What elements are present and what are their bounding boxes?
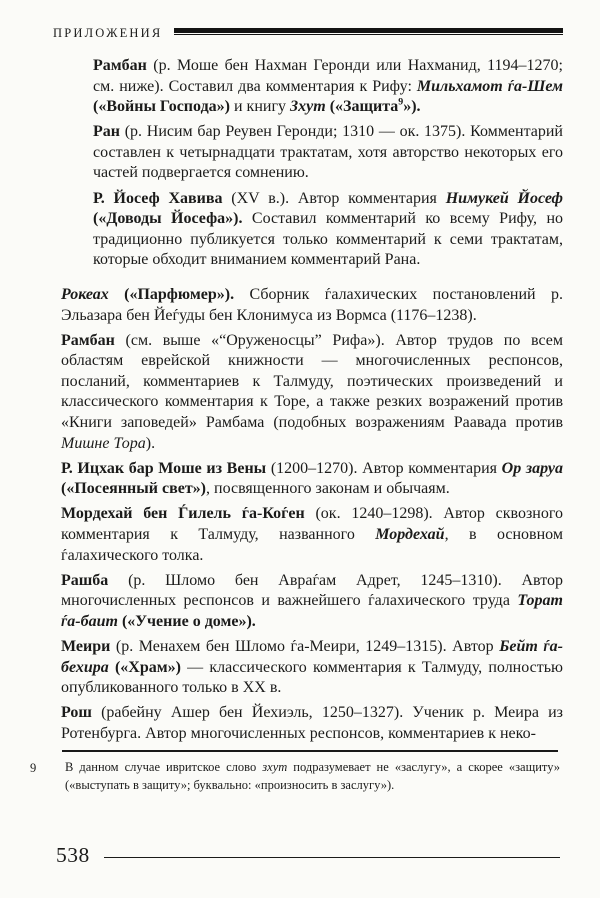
text-run: Меири (61, 637, 116, 655)
text-run: ). (145, 434, 156, 452)
text-run: (см. выше «“Оруженосцы” Рифа»). Автор трудов по всем областям еврейской книжности — многочисленных респонсов, посланий, комментариев к Талмуду, поэтических произведений и классического комментария к Торе, а также резких возражений против «Книги заповедей» Рамбама (подобных возражениям Раавада против (61, 331, 563, 431)
text-run: , в основном ѓалахического толка. (61, 525, 563, 564)
text-run: (1200–1270). Автор комментария (270, 459, 502, 477)
text-run: Нимукей Йосеф (445, 189, 564, 207)
header-rule (174, 28, 563, 39)
footnote (0, 759, 600, 794)
text-run: Ран (93, 123, 125, 141)
text-run: (XV в.). Автор комментария (231, 189, 446, 207)
text-run: и книгу (229, 98, 291, 116)
text-run: (рабейну Ашер бен Йехиэль, 1250–1327). Ученик р. Меира из Ротенбурга. Автор многочисленных респонсов, комментариев к неко- (61, 704, 563, 742)
text-run: Мишне Тора (61, 434, 146, 452)
footnote-marker: 9 (30, 761, 37, 775)
entry-paragraph (61, 504, 563, 566)
text-run: , посвященного законам и обычаям. (206, 480, 450, 498)
text-run: («Храм») (114, 658, 181, 676)
text-run: Рамбан (61, 331, 126, 349)
entry-paragraph (61, 637, 563, 699)
text-run: (р. Менахем бен Шломо ѓа-Меири, 1249–1315). Автор (115, 637, 500, 655)
text-run: Рашба (61, 571, 129, 589)
text-run: »). (403, 98, 421, 116)
footer-rule (104, 857, 560, 859)
intro-paragraph (93, 56, 563, 118)
text-run: зхут (262, 760, 288, 774)
entry-paragraph (61, 459, 563, 500)
footnote-text (65, 759, 560, 794)
text-run: («Войны Господа») (93, 98, 230, 116)
text-run: Ор заруа (501, 459, 563, 477)
text-run: (ок. 1240–1298). Автор сквозного комментария к Талмуду, названного (61, 505, 564, 543)
text-run: Мордехай бен Ѓилель ѓа-Коѓен (61, 505, 316, 523)
text-run: Р. Йосеф Хавива (93, 189, 232, 207)
running-head: ПРИЛОЖЕНИЯ (53, 26, 163, 40)
text-run: Мордехай (375, 525, 445, 543)
intro-paragraph (93, 122, 563, 184)
text-run: Сборник ѓалахических постановлений р. Эльазара бен Йеѓуды бен Клонимуса из Вормса (1176–1238). (61, 285, 564, 324)
header-rule-thin (174, 34, 563, 35)
text-run: («Учение о доме»). (121, 612, 256, 630)
text-run: 9 (398, 96, 404, 108)
entry-paragraph (61, 285, 563, 326)
text-run: Рокеах (61, 285, 125, 303)
text-run: Составил комментарий ко всему Рифу, но традиционно публикуется только комментарий к семи трактатам, которые обходит вниманием комментарий Рана. (93, 210, 564, 269)
text-run: — классического комментария к Талмуду, полностью опубликованного только в XX в. (61, 658, 563, 697)
text-run: (р. Нисим бар Реувен Геронди; 1310 — ок. 1375). Комментарий составлен к четырнадцати трактатам, хотя авторство некоторых его частей подвергается сомнению. (93, 123, 563, 182)
text-run: (р. Шломо бен Авраѓам Адрет, 1245–1310). Автор многочисленных респонсов и важнейшего ѓалахического труда (61, 571, 563, 610)
text-run: («Доводы Йосефа»). (93, 210, 243, 228)
footnote-rule (62, 750, 558, 752)
text-run: В данном случае ивритское слово (65, 760, 263, 774)
text-run: Р. Ицхак бар Моше из Вены (61, 459, 271, 477)
text-run: Зхут (290, 98, 330, 116)
intro-paragraph (93, 189, 563, 271)
text-run: («Посеянный свет») (61, 480, 207, 498)
page-number: 538 (56, 843, 90, 867)
header-rule-thick (174, 28, 563, 33)
page-footer (56, 844, 560, 866)
text-run: (р. Моше бен Нахман Геронди или Нахманид, 1194–1270; см. ниже). Составил два комментария к Рифу: (93, 57, 564, 95)
text-run: Рош (61, 704, 102, 722)
entry-paragraph (61, 703, 563, 744)
text-run: подразумевает не «заслугу», а скорее «защиту» («выступать в защиту»; буквально: «произносить в заслугу»). (65, 760, 560, 792)
text-run: Рамбан (93, 57, 154, 74)
page-header (53, 27, 563, 39)
text-run: Торат ѓа-баит (61, 592, 563, 630)
text-run: («Парфюмер»). (124, 285, 235, 303)
intro-section (93, 56, 563, 271)
body-text (0, 56, 600, 749)
entry-paragraph (61, 571, 563, 633)
entries-section (61, 285, 563, 744)
text-run: («Защита (329, 98, 399, 116)
entry-paragraph (61, 331, 563, 455)
text-run: Мильхамот ѓа-Шем (416, 77, 563, 95)
text-run: Бейт ѓа-бехира (61, 637, 564, 676)
